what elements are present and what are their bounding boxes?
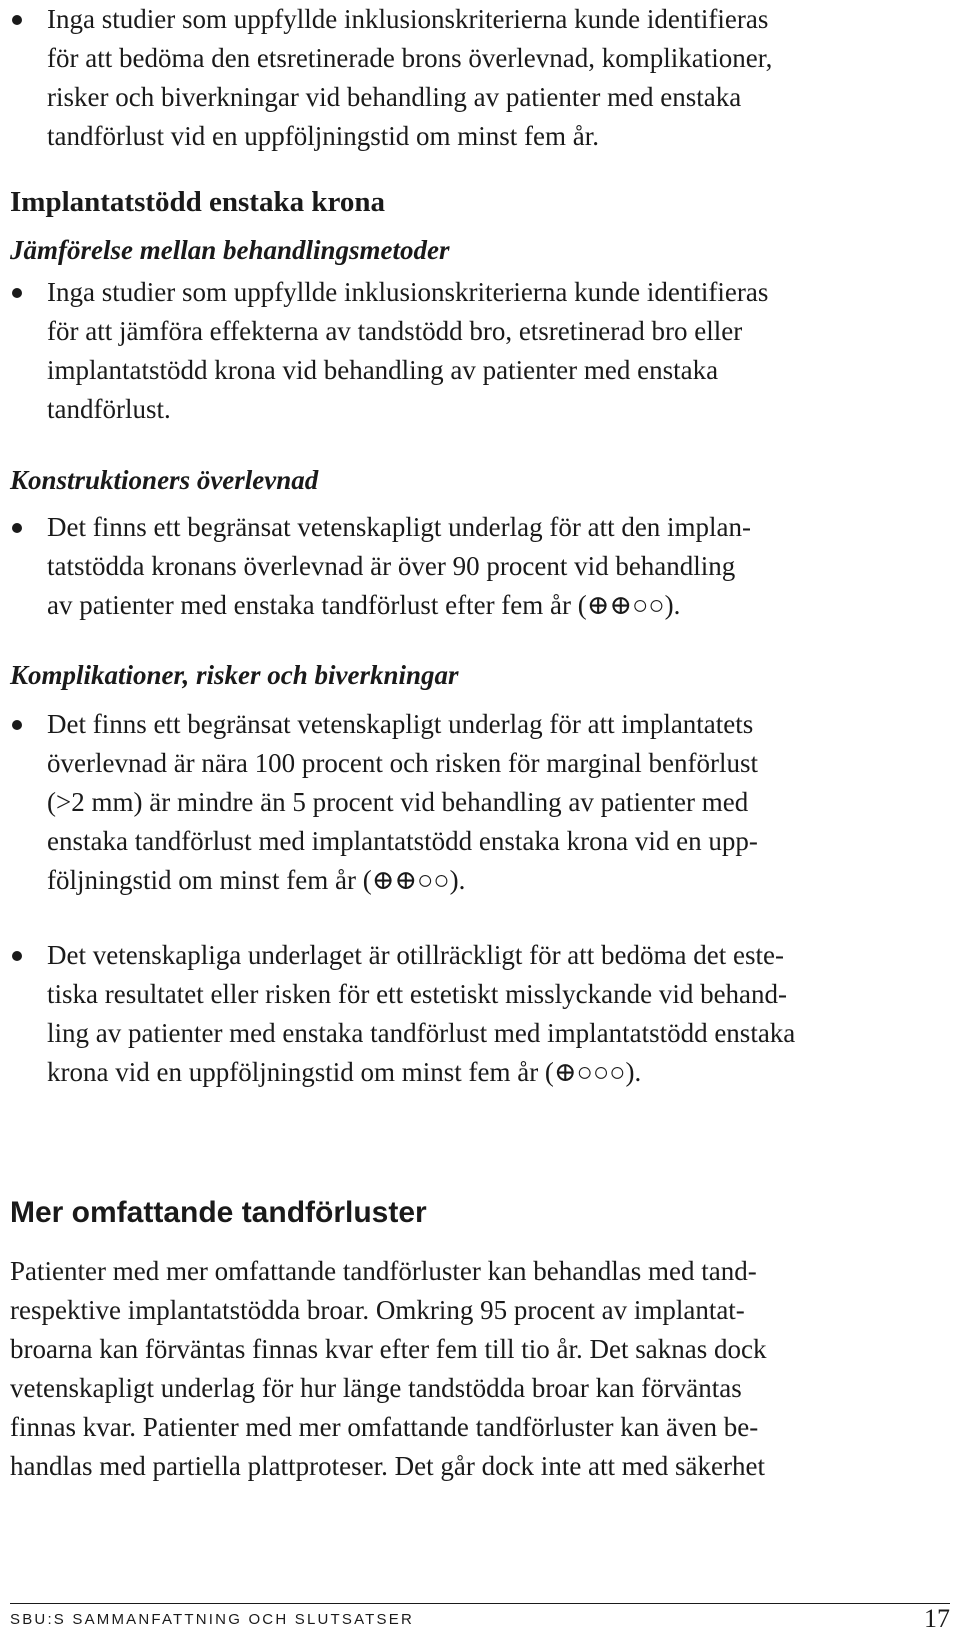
text-line: tandförlust vid en uppföljningstid om minst fem år.: [47, 121, 599, 151]
text-line: (>2 mm) är mindre än 5 procent vid behandling av patienter med: [47, 787, 749, 817]
body-paragraph: [10, 1252, 950, 1486]
bullet-item: [10, 273, 950, 429]
text-line: Patienter med mer omfattande tandförluster kan behandlas med tand-: [10, 1256, 757, 1286]
text-line: finnas kvar. Patienter med mer omfattande tandförluster kan även be-: [10, 1412, 759, 1442]
text-line: tatstödda kronans överlevnad är över 90 procent vid behandling: [47, 551, 736, 581]
bullet-item: [10, 705, 950, 900]
text-line: handlas med partiella plattproteser. Det går dock inte att med säkerhet: [10, 1451, 765, 1481]
section-etsretinerad-bro: [10, 0, 950, 156]
text-line: enstaka tandförlust med implantatstödd enstaka krona vid en upp-: [47, 826, 758, 856]
text-line: Inga studier som uppfyllde inklusionskriterierna kunde identifieras: [47, 277, 769, 307]
text-line: broarna kan förväntas finnas kvar efter fem till tio år. Det saknas dock: [10, 1334, 767, 1364]
text-line: Det finns ett begränsat vetenskapligt underlag för att den implan-: [47, 512, 752, 542]
subsection-heading: Jämförelse mellan behandlingsmetoder: [10, 235, 450, 265]
text-line: Det vetenskapliga underlaget är otillräckligt för att bedöma det este-: [47, 940, 784, 970]
subsection-komplikationer: [10, 655, 950, 695]
text-line: ling av patienter med enstaka tandförlust med implantatstödd enstaka: [47, 1018, 796, 1048]
bullet-group: [10, 508, 950, 625]
bullet-icon: [12, 720, 22, 730]
footer-running-title: SBU:S SAMMANFATTNING OCH SLUTSATSER: [10, 1611, 414, 1628]
text-line: överlevnad är nära 100 procent och risken för marginal benförlust: [47, 748, 758, 778]
paragraph: [10, 1252, 950, 1486]
text-line: risker och biverkningar vid behandling av patienter med enstaka: [47, 82, 742, 112]
footer-divider: [10, 1603, 950, 1604]
bullet-group: [10, 936, 950, 1092]
text-line: av patienter med enstaka tandförlust efter fem år (⊕⊕○○).: [47, 590, 681, 620]
text-line: för att bedöma den etsretinerade brons överlevnad, komplikationer,: [47, 43, 773, 73]
text-line: respektive implantatstödda broar. Omkring 95 procent av implantat-: [10, 1295, 745, 1325]
bullet-group: [10, 705, 950, 900]
text-line: Inga studier som uppfyllde inklusionskriterierna kunde identifieras: [47, 4, 769, 34]
bullet-item: [10, 508, 950, 625]
section-mer-omfattande: [10, 1193, 950, 1233]
bullet-icon: [12, 523, 22, 533]
text-line: följningstid om minst fem år (⊕⊕○○).: [47, 865, 466, 895]
text-line: implantatstödd krona vid behandling av patienter med enstaka: [47, 355, 719, 385]
subsection-jamforelse: [10, 230, 950, 270]
page-number: 17: [924, 1604, 950, 1633]
bullet-icon: [12, 288, 22, 298]
subsection-heading: Konstruktioners överlevnad: [10, 465, 319, 495]
bullet-item: [10, 0, 950, 156]
subsection-konstruktioners-overlevnad: [10, 460, 950, 500]
text-line: tiska resultatet eller risken för ett estetiskt misslyckande vid behand-: [47, 979, 788, 1009]
text-line: krona vid en uppföljningstid om minst fem år (⊕○○○).: [47, 1057, 642, 1087]
bullet-icon: [12, 15, 22, 25]
bullet-group: [10, 273, 950, 429]
text-line: Det finns ett begränsat vetenskapligt underlag för att implantatets: [47, 709, 754, 739]
bullet-icon: [12, 951, 22, 961]
text-line: för att jämföra effekterna av tandstödd bro, etsretinerad bro eller: [47, 316, 743, 346]
bullet-item: [10, 936, 950, 1092]
subsection-heading: Komplikationer, risker och biverkningar: [10, 660, 459, 690]
text-line: vetenskapligt underlag för hur länge tandstödda broar kan förväntas: [10, 1373, 742, 1403]
text-line: tandförlust.: [47, 394, 171, 424]
section-implantatstodd-krona: [10, 182, 950, 222]
section-heading: Mer omfattande tandförluster: [10, 1196, 427, 1229]
section-heading: Implantatstödd enstaka krona: [10, 186, 385, 218]
